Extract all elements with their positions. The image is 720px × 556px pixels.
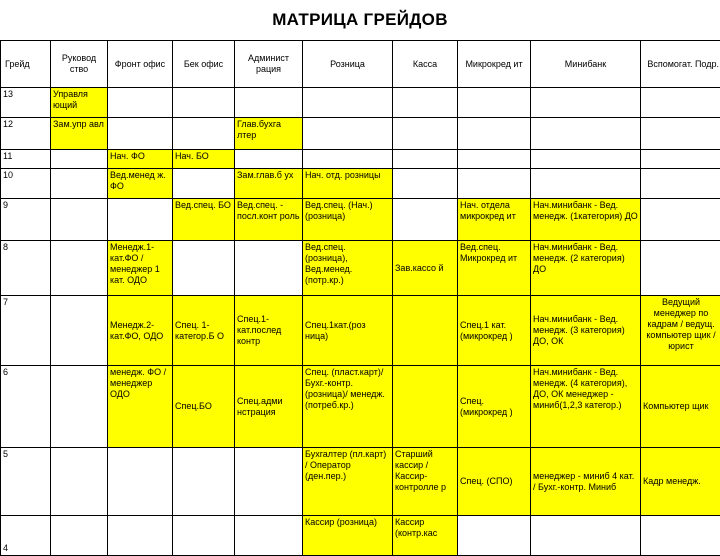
table-cell <box>235 516 303 556</box>
header-cell: Бек офис <box>173 41 235 88</box>
table-cell <box>458 169 531 199</box>
grade-cell: 4 <box>1 516 51 556</box>
table-cell <box>235 448 303 516</box>
grade-cell: 6 <box>1 366 51 448</box>
table-cell: Вед.спец. (розница), Вед.менед. (потр.кр.) <box>303 241 393 296</box>
table-cell <box>108 199 173 241</box>
header-cell: Админист рация <box>235 41 303 88</box>
table-cell: Ведущий менеджер по кадрам / ведущ. компьютер щик / юрист <box>641 296 720 366</box>
table-cell: Нач. БО <box>173 150 235 169</box>
table-cell <box>641 241 720 296</box>
table-cell: Менедж.1-кат.ФО / менеджер 1 кат. ОДО <box>108 241 173 296</box>
table-cell: Спец. (микрокред ) <box>458 366 531 448</box>
header-cell: Вспомогат. Подр. <box>641 41 720 88</box>
table-row <box>1 516 720 556</box>
table-cell <box>531 169 641 199</box>
table-cell <box>531 88 641 118</box>
table-cell: Кассир (контр.кас <box>393 516 458 556</box>
table-cell <box>641 118 720 150</box>
table-cell <box>303 118 393 150</box>
table-cell <box>51 199 108 241</box>
table-cell: Нач.минибанк - Вед. менедж. (3 категория) ДО, ОК <box>531 296 641 366</box>
table-cell: Вед.спец. (Нач.) (розница) <box>303 199 393 241</box>
grade-cell: 8 <box>1 241 51 296</box>
table-cell <box>393 169 458 199</box>
table-row <box>1 150 720 169</box>
table-cell <box>458 150 531 169</box>
table-cell: Спец.1 кат. (микрокред ) <box>458 296 531 366</box>
table-cell <box>303 88 393 118</box>
grade-cell: 10 <box>1 169 51 199</box>
table-row <box>1 118 720 150</box>
table-cell <box>531 118 641 150</box>
table-cell: Нач.минибанк - Вед. менедж. (1категория) ДО <box>531 199 641 241</box>
table-cell <box>641 199 720 241</box>
table-cell <box>173 516 235 556</box>
table-cell: Спец. 1-категор.Б О <box>173 296 235 366</box>
table-cell: Зам.упр авл <box>51 118 108 150</box>
table-cell <box>235 241 303 296</box>
header-cell: Касса <box>393 41 458 88</box>
table-cell: Менедж.2-кат.ФО, ОДО <box>108 296 173 366</box>
table-cell <box>458 118 531 150</box>
grade-cell: 13 <box>1 88 51 118</box>
table-cell <box>51 448 108 516</box>
table-row <box>1 448 720 516</box>
table-cell <box>393 88 458 118</box>
table-cell: Глав.бухга лтер <box>235 118 303 150</box>
table-cell <box>51 169 108 199</box>
table-cell: Спец.1кат.(роз ница) <box>303 296 393 366</box>
table-cell <box>235 150 303 169</box>
table-row <box>1 241 720 296</box>
table-cell <box>51 516 108 556</box>
table-cell: Спец. (пласт.карт)/ Бухг.-контр. (розница)/ менедж. (потреб.кр.) <box>303 366 393 448</box>
table-row <box>1 88 720 118</box>
table-cell: менедж. ФО / менеджер ОДО <box>108 366 173 448</box>
table-cell: Компьютер щик <box>641 366 720 448</box>
table-cell <box>393 199 458 241</box>
table-cell: Нач. отд. розницы <box>303 169 393 199</box>
header-cell: Руковод ство <box>51 41 108 88</box>
grade-cell: 12 <box>1 118 51 150</box>
table-cell: Нач.минибанк - Вед. менедж. (2 категория) ДО <box>531 241 641 296</box>
table-cell <box>235 88 303 118</box>
table-cell <box>108 118 173 150</box>
table-cell: Спец. (СПО) <box>458 448 531 516</box>
grade-cell: 5 <box>1 448 51 516</box>
table-cell <box>173 448 235 516</box>
table-row <box>1 199 720 241</box>
table-cell <box>51 241 108 296</box>
table-cell <box>303 150 393 169</box>
table-cell <box>531 516 641 556</box>
table-cell: Зам.глав.б ух <box>235 169 303 199</box>
table-cell <box>173 241 235 296</box>
table-cell: Спец.адми нстрация <box>235 366 303 448</box>
table-cell: Вед.менед ж. ФО <box>108 169 173 199</box>
table-cell <box>393 150 458 169</box>
table-cell <box>173 169 235 199</box>
table-row <box>1 169 720 199</box>
table-cell: Бухгалтер (пл.карт) / Оператор (ден.пер.) <box>303 448 393 516</box>
table-cell <box>531 150 641 169</box>
header-cell: Минибанк <box>531 41 641 88</box>
table-cell: Старший кассир / Кассир-контролле р <box>393 448 458 516</box>
grade-cell: 11 <box>1 150 51 169</box>
table-row <box>1 366 720 448</box>
table-cell <box>108 88 173 118</box>
table-cell <box>51 296 108 366</box>
table-cell: Кадр менедж. <box>641 448 720 516</box>
table-cell <box>393 296 458 366</box>
table-cell <box>51 150 108 169</box>
header-cell: Розница <box>303 41 393 88</box>
header-cell: Микрокред ит <box>458 41 531 88</box>
header-cell: Грейд <box>1 41 51 88</box>
table-cell <box>458 516 531 556</box>
table-cell: Зав.кассо й <box>393 241 458 296</box>
table-cell <box>173 118 235 150</box>
table-cell: Нач. ФО <box>108 150 173 169</box>
table-cell <box>108 448 173 516</box>
table-cell: Нач.минибанк - Вед. менедж. (4 категория), ДО, ОК менеджер - миниб(1,2,3 категор.) <box>531 366 641 448</box>
header-row <box>1 41 720 88</box>
grade-matrix-table <box>0 40 720 556</box>
table-cell <box>641 88 720 118</box>
table-row <box>1 296 720 366</box>
grade-cell: 7 <box>1 296 51 366</box>
table-cell: Вед.спец. - посл.конт роль <box>235 199 303 241</box>
table-cell <box>641 169 720 199</box>
table-cell <box>641 150 720 169</box>
header-cell: Фронт офис <box>108 41 173 88</box>
table-cell: Кассир (розница) <box>303 516 393 556</box>
table-cell <box>51 366 108 448</box>
table-cell: Вед.спец. Микрокред ит <box>458 241 531 296</box>
table-cell: менеджер - миниб 4 кат. / Бухг.-контр. Миниб <box>531 448 641 516</box>
table-cell: Управля ющий <box>51 88 108 118</box>
table-cell <box>458 88 531 118</box>
grade-cell: 9 <box>1 199 51 241</box>
table-cell <box>393 366 458 448</box>
table-cell: Спец.1-кат.послед контр <box>235 296 303 366</box>
table-cell <box>108 516 173 556</box>
table-cell: Нач. отдела микрокред ит <box>458 199 531 241</box>
page-title: МАТРИЦА ГРЕЙДОВ <box>0 10 720 30</box>
table-cell <box>393 118 458 150</box>
table-cell: Спец.БО <box>173 366 235 448</box>
table-cell <box>641 516 720 556</box>
table-cell <box>173 88 235 118</box>
table-cell: Вед.спец. БО <box>173 199 235 241</box>
